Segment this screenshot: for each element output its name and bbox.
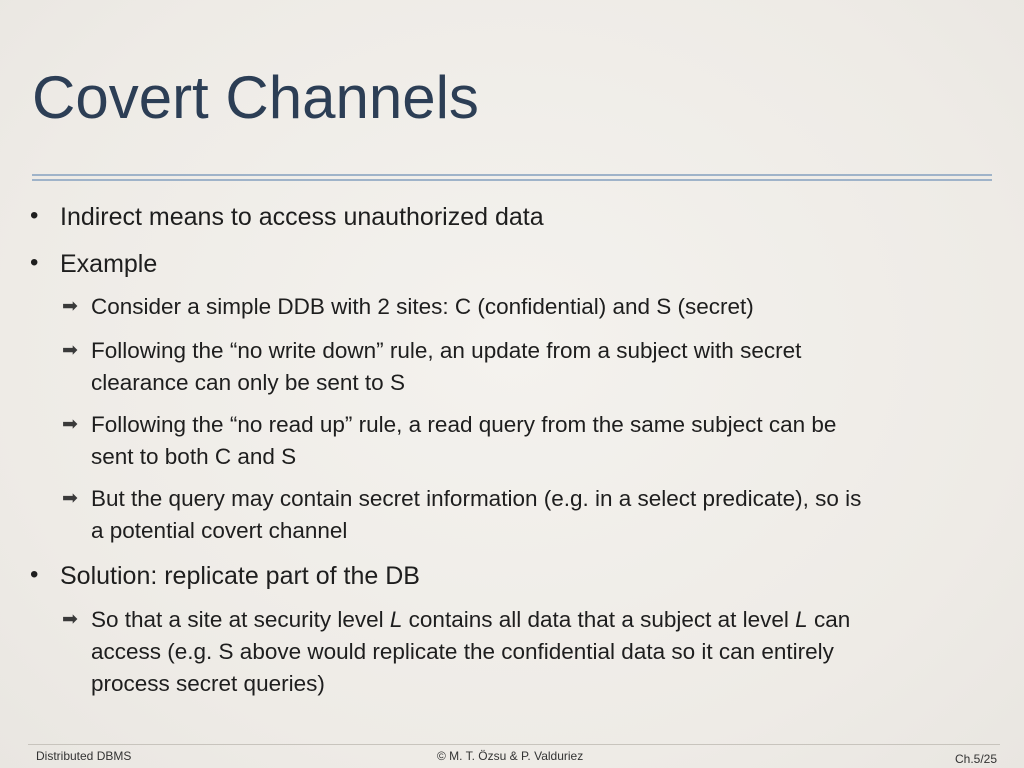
bullet-indirect-means: Indirect means to access unauthorized data — [60, 203, 544, 231]
bullet-solution: Solution: replicate part of the DB — [60, 562, 420, 590]
sub-bullet-no-read-up: Following the “no read up” rule, a read query from the same subject can be sent to both C and S — [91, 412, 837, 469]
sub-bullet-consider-ddb: Consider a simple DDB with 2 sites: C (confidential) and S (secret) — [91, 294, 754, 319]
footer-copyright: © M. T. Özsu & P. Valduriez — [437, 749, 584, 763]
footer-page-number: Ch.5/25 — [955, 752, 998, 766]
sub-bullet-no-write-down: Following the “no write down” rule, an update from a subject with secret clearance can only be sent to S — [91, 338, 802, 395]
title-divider-bottom — [32, 179, 992, 181]
arrow-icon: ➡ — [62, 609, 78, 630]
sub-bullet-covert-channel: But the query may contain secret information (e.g. in a select predicate), so is a potential covert channel — [91, 486, 862, 543]
arrow-icon: ➡ — [62, 296, 78, 317]
bullet-dot-icon: • — [30, 249, 39, 276]
title-divider-top — [32, 174, 992, 176]
bullet-dot-icon: • — [30, 561, 39, 588]
footer-course: Distributed DBMS — [36, 749, 132, 763]
bullet-example: Example — [60, 250, 158, 278]
sub-bullet-replicate: So that a site at security level L contains all data that a subject at level L can access (e.g. S above would replicate the confidential data so it can entirely process secret queries) — [91, 607, 851, 696]
arrow-icon: ➡ — [62, 340, 78, 361]
slide-title: Covert Channels — [32, 64, 479, 131]
arrow-icon: ➡ — [62, 414, 78, 435]
arrow-icon: ➡ — [62, 488, 78, 509]
footer-divider — [28, 744, 1000, 745]
bullet-dot-icon: • — [30, 202, 39, 229]
